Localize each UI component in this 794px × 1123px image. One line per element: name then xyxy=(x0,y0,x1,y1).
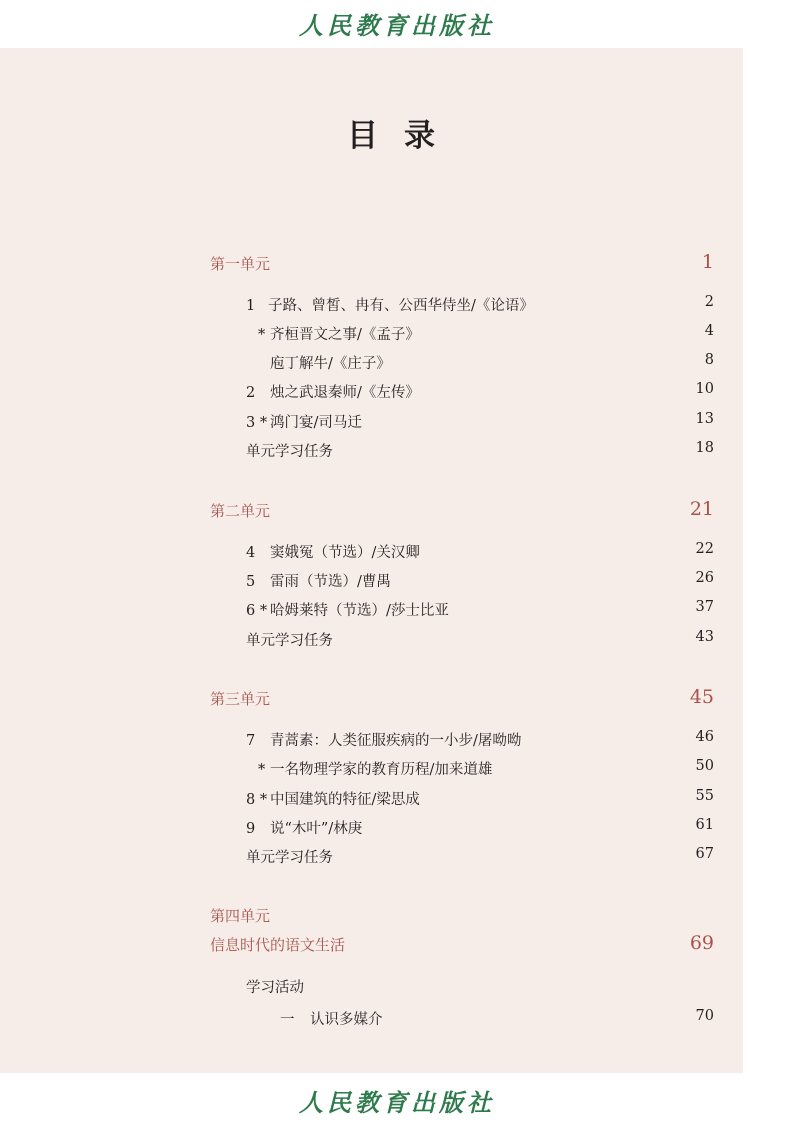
entry-title: 中国建筑的特征/梁思成 xyxy=(270,792,420,808)
toc-entry[interactable] xyxy=(258,758,492,779)
toc-entry[interactable] xyxy=(246,570,391,591)
toc-entry[interactable] xyxy=(246,976,304,997)
unit-4-subtitle[interactable]: 信息时代的语文生活 xyxy=(210,936,346,954)
unit-2-page[interactable]: 21 xyxy=(689,498,714,520)
unit-4-label[interactable]: 第四单元 xyxy=(210,907,271,925)
toc-entry[interactable] xyxy=(246,541,420,562)
publisher-logo-top: 人民教育出版社 xyxy=(299,10,495,40)
entry-number: * xyxy=(258,762,266,778)
entry-title: 单元学习任务 xyxy=(246,850,333,866)
entry-page[interactable]: 67 xyxy=(695,846,714,862)
entry-page[interactable]: 43 xyxy=(695,629,714,645)
entry-page[interactable]: 10 xyxy=(695,381,714,397)
entry-page[interactable]: 2 xyxy=(704,294,714,310)
entry-title: 认识多媒介 xyxy=(310,1012,383,1028)
toc-page xyxy=(0,48,743,1073)
unit-1-label[interactable]: 第一单元 xyxy=(210,255,271,273)
entry-number: 1 xyxy=(246,298,256,314)
entry-title: 雷雨（节选）/曹禺 xyxy=(270,574,391,590)
toc-entry[interactable] xyxy=(246,846,333,867)
entry-title: 鸿门宴/司马迁 xyxy=(270,415,362,431)
toc-entry[interactable] xyxy=(246,440,333,461)
toc-entry[interactable] xyxy=(258,323,420,344)
entry-page[interactable]: 55 xyxy=(695,788,714,804)
entry-number: * xyxy=(258,327,266,343)
unit-3-page[interactable]: 45 xyxy=(689,686,714,708)
page-title: 目录 xyxy=(347,118,461,154)
toc-entry[interactable] xyxy=(270,352,391,373)
entry-title: 单元学习任务 xyxy=(246,633,333,649)
entry-title: 哈姆莱特（节选）/莎士比亚 xyxy=(270,603,449,619)
toc-entry[interactable] xyxy=(246,817,362,838)
publisher-logo-bottom: 人民教育出版社 xyxy=(299,1087,495,1117)
entry-number: 7 xyxy=(246,733,256,749)
entry-number: 8 * xyxy=(246,792,268,808)
entry-number: 9 xyxy=(246,821,256,837)
entry-page[interactable]: 50 xyxy=(695,758,714,774)
toc-entry[interactable] xyxy=(246,294,534,315)
unit-4-page[interactable]: 69 xyxy=(689,932,714,954)
entry-page[interactable]: 4 xyxy=(704,323,714,339)
entry-number: 3 * xyxy=(246,415,268,431)
entry-page[interactable]: 8 xyxy=(704,352,714,368)
entry-title: 窦娥冤（节选）/关汉卿 xyxy=(270,545,420,561)
entry-title: 学习活动 xyxy=(246,980,304,996)
entry-title: 齐桓晋文之事/《孟子》 xyxy=(270,327,420,343)
entry-title: 青蒿素：人类征服疾病的一小步/屠呦呦 xyxy=(270,733,522,749)
entry-page[interactable]: 61 xyxy=(695,817,714,833)
entry-title: 庖丁解牛/《庄子》 xyxy=(270,356,391,372)
unit-2-label[interactable]: 第二单元 xyxy=(210,502,271,520)
entry-number: 4 xyxy=(246,545,256,561)
entry-number: 6 * xyxy=(246,603,268,619)
entry-number: 5 xyxy=(246,574,256,590)
entry-page[interactable]: 26 xyxy=(695,570,714,586)
entry-title: 说“木叶”/林庚 xyxy=(270,821,363,837)
toc-entry[interactable] xyxy=(246,411,362,432)
entry-title: 单元学习任务 xyxy=(246,444,333,460)
toc-entry[interactable] xyxy=(246,629,333,650)
entry-title: 烛之武退秦师/《左传》 xyxy=(270,385,420,401)
entry-page[interactable]: 13 xyxy=(695,411,714,427)
toc-entry[interactable] xyxy=(246,788,420,809)
entry-page[interactable]: 70 xyxy=(695,1008,714,1024)
unit-1-page[interactable]: 1 xyxy=(701,251,714,273)
entry-page[interactable]: 18 xyxy=(695,440,714,456)
entry-number: 2 xyxy=(246,385,256,401)
toc-entry[interactable] xyxy=(246,381,420,402)
entry-title: 一名物理学家的教育历程/加来道雄 xyxy=(270,762,493,778)
toc-entry[interactable] xyxy=(246,599,449,620)
toc-entry[interactable] xyxy=(280,1008,383,1029)
entry-number: 一 xyxy=(280,1012,295,1028)
entry-page[interactable]: 46 xyxy=(695,729,714,745)
entry-page[interactable]: 22 xyxy=(695,541,714,557)
entry-page[interactable]: 37 xyxy=(695,599,714,615)
toc-entry[interactable] xyxy=(246,729,521,750)
unit-3-label[interactable]: 第三单元 xyxy=(210,690,271,708)
entry-title: 子路、曾皙、冉有、公西华侍坐/《论语》 xyxy=(268,298,534,314)
